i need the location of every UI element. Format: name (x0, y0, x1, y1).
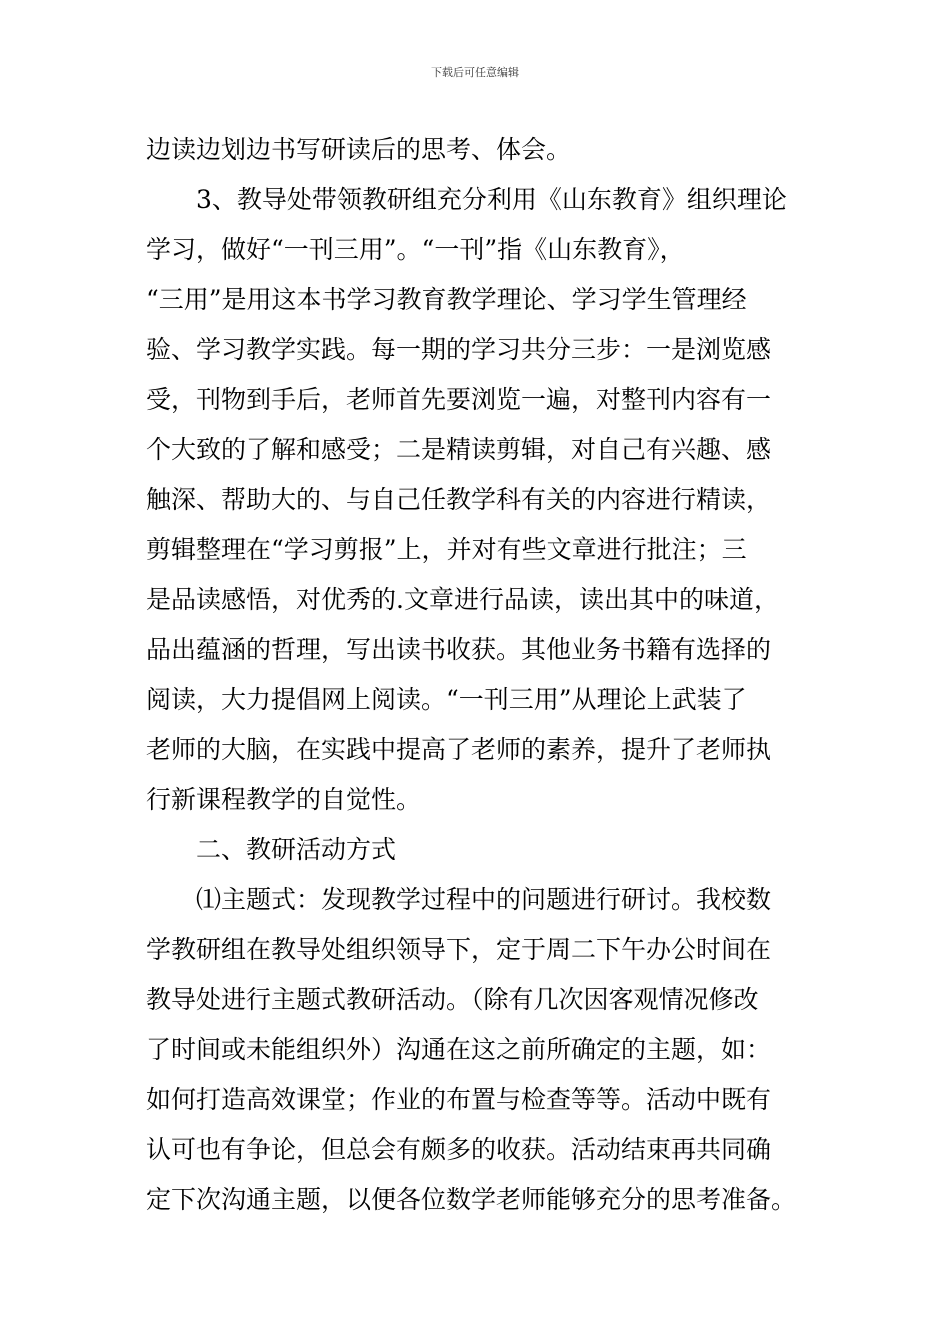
text-line-2: 3、教导处带领教研组充分利用《山东教育》组织理论 (196, 185, 787, 214)
text-line-17: 学教研组在教导处组织领导下，定于周二下午办公时间在 (146, 935, 772, 964)
text-line-19: 了时间或未能组织外）沟通在这之前所确定的主题，如： (146, 1035, 772, 1064)
text-line-11: 品出蕴涵的哲理，写出读书收获。其他业务书籍有选择的 (146, 635, 772, 664)
text-line-13: 老师的大脑，在实践中提高了老师的素养，提升了老师执 (146, 735, 772, 764)
section-heading: 二、教研活动方式 (196, 835, 397, 864)
text-line-14: 行新课程教学的自觉性。 (146, 785, 422, 814)
text-line-1: 边读边划边书写研读后的思考、体会。 (146, 135, 572, 164)
text-line-21: 认可也有争论，但总会有颇多的收获。活动结束再共同确 (146, 1135, 772, 1164)
text-line-22: 定下次沟通主题，以便各位数学老师能够充分的思考准备。 (146, 1185, 797, 1214)
text-line-3: 学习，做好“一刊三用”。“一刊”指《山东教育》， (146, 235, 685, 264)
text-line-7: 个大致的了解和感受；二是精读剪辑，对自己有兴趣、感 (146, 435, 772, 464)
text-line-9: 剪辑整理在“学习剪报”上，并对有些文章进行批注；三 (146, 535, 747, 564)
text-line-20: 如何打造高效课堂；作业的布置与检查等等。活动中既有 (146, 1085, 772, 1114)
text-line-6: 受，刊物到手后，老师首先要浏览一遍，对整刊内容有一 (146, 385, 772, 414)
text-line-12: 阅读，大力提倡网上阅读。“一刊三用”从理论上武装了 (146, 685, 747, 714)
text-line-16: ⑴主题式：发现教学过程中的问题进行研讨。我校数 (196, 885, 772, 914)
text-line-18: 教导处进行主题式教研活动。（除有几次因客观情况修改 (146, 985, 759, 1014)
text-line-8: 触深、帮助大的、与自己任教学科有关的内容进行精读， (146, 485, 772, 514)
page-header: 下载后可任意编辑 (431, 66, 519, 79)
text-line-4: “三用”是用这本书学习教育教学理论、学习学生管理经 (146, 285, 747, 314)
text-line-5: 验、学习教学实践。每一期的学习共分三步：一是浏览感 (146, 335, 772, 364)
text-line-10: 是品读感悟，对优秀的.文章进行品读，读出其中的味道， (146, 585, 779, 614)
